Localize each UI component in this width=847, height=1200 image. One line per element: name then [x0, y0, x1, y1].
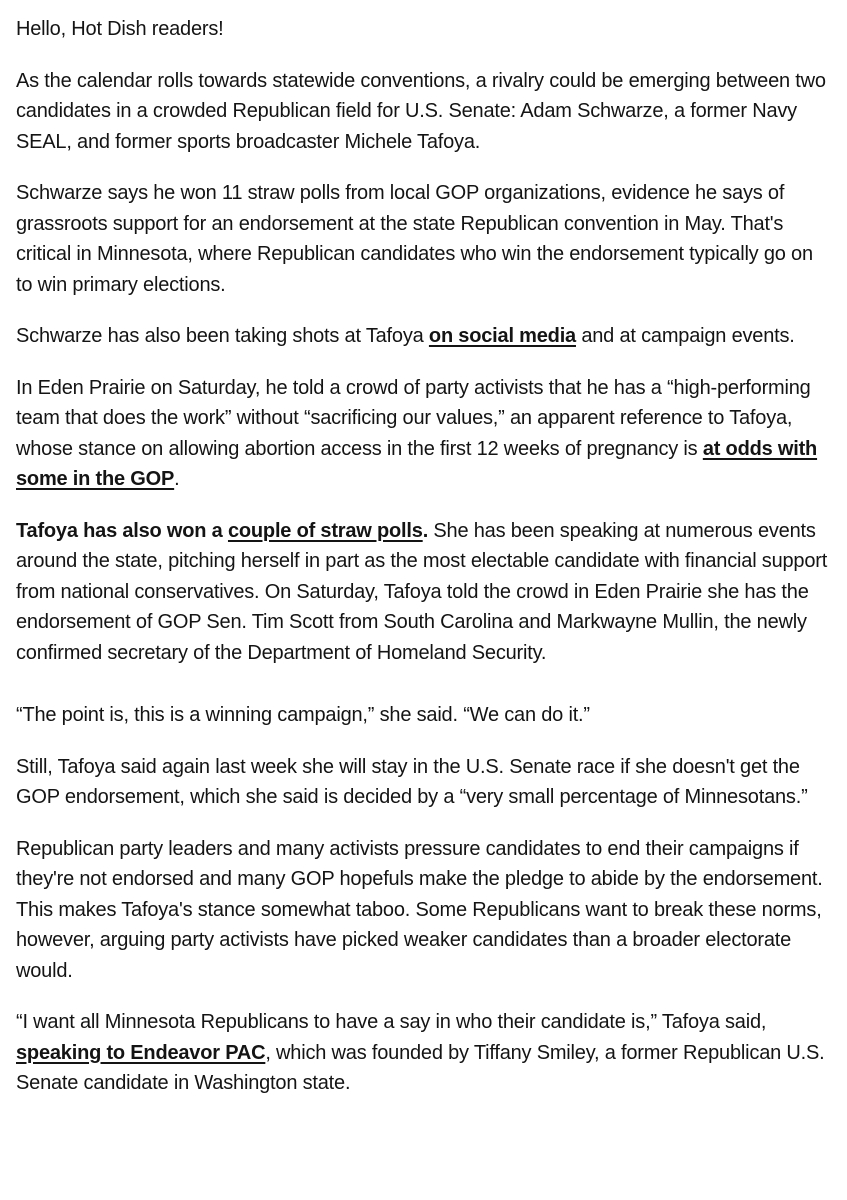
- endorsement-norms-text: Republican party leaders and many activists pressure candidates to end their campaigns if they're not endorsed and many GOP hopefuls make the pledge to abide by the endorsement. This makes Tafoya's stance somewhat taboo. Some Republicans want to break these norms, however, arguing party activists have picked weaker candidates than a broader electorate would.: [16, 837, 823, 982]
- eden-prairie-paragraph: [16, 373, 831, 495]
- intro-text: As the calendar rolls towards statewide conventions, a rivalry could be emerging between two candidates in a crowded Republican field for U.S. Senate: Adam Schwarze, a former Navy SEAL, and former sports broadcaster Michele Tafoya.: [16, 69, 826, 153]
- social-media-link[interactable]: on social media: [428, 325, 576, 347]
- schwarze-straw-polls-text: Schwarze says he won 11 straw polls from local GOP organizations, evidence he says of grassroots support for an endorsement at the state Republican convention in May. That's critical in Minnesota, where Republican candidates who win the endorsement typically go on to win primary elections.: [16, 182, 813, 296]
- stay-in-race-paragraph: [16, 752, 831, 813]
- social-media-paragraph: [16, 321, 831, 352]
- schwarze-straw-polls-paragraph: [16, 178, 831, 300]
- tafoya-lead-period: .: [422, 519, 429, 542]
- greeting-text: Hello, Hot Dish readers!: [16, 18, 224, 40]
- endeavor-pac-text-after: , which was founded by Tiffany Smiley, a former Republican U.S. Senate candidate in Washington state.: [16, 1041, 825, 1094]
- tafoya-lead-bold: Tafoya has also won a: [16, 519, 228, 542]
- gop-odds-link[interactable]: at odds with some in the GOP: [16, 437, 818, 490]
- straw-polls-link[interactable]: couple of straw polls: [227, 519, 423, 542]
- tafoya-straw-polls-text: She has been speaking at numerous events around the state, pitching herself in part as the most electable candidate with financial support from national conservatives. On Saturday, Tafoya told the crowd in Eden Prairie she has the endorsement of GOP Sen. Tim Scott from South Carolina and Markwayne Mullin, the newly confirmed secretary of the Department of Homeland Security.: [16, 519, 828, 664]
- social-media-text-after: and at campaign events.: [575, 325, 795, 347]
- intro-paragraph: [16, 66, 831, 158]
- endorsement-norms-paragraph: [16, 834, 831, 987]
- endeavor-pac-link[interactable]: speaking to Endeavor PAC: [16, 1041, 266, 1064]
- winning-campaign-quote: [16, 700, 831, 731]
- stay-in-race-text: Still, Tafoya said again last week she will stay in the U.S. Senate race if she doesn't get the GOP endorsement, which she said is decided by a “very small percentage of Minnesotans.”: [16, 755, 808, 808]
- eden-prairie-text-after: .: [174, 468, 180, 490]
- endeavor-pac-paragraph: [16, 1007, 831, 1099]
- greeting-paragraph: [16, 14, 831, 45]
- social-media-text-before: Schwarze has also been taking shots at Tafoya: [16, 325, 429, 347]
- winning-campaign-text: “The point is, this is a winning campaign,” she said. “We can do it.”: [16, 704, 590, 726]
- endeavor-pac-text-before: “I want all Minnesota Republicans to have a say in who their candidate is,” Tafoya said,: [16, 1011, 767, 1033]
- eden-prairie-text-before: In Eden Prairie on Saturday, he told a crowd of party activists that he has a “high-performing team that does the work” without “sacrificing our values,” an apparent reference to Tafoya, whose stance on allowing abortion access in the first 12 weeks of pregnancy is: [16, 376, 811, 460]
- tafoya-straw-polls-paragraph: [16, 516, 831, 669]
